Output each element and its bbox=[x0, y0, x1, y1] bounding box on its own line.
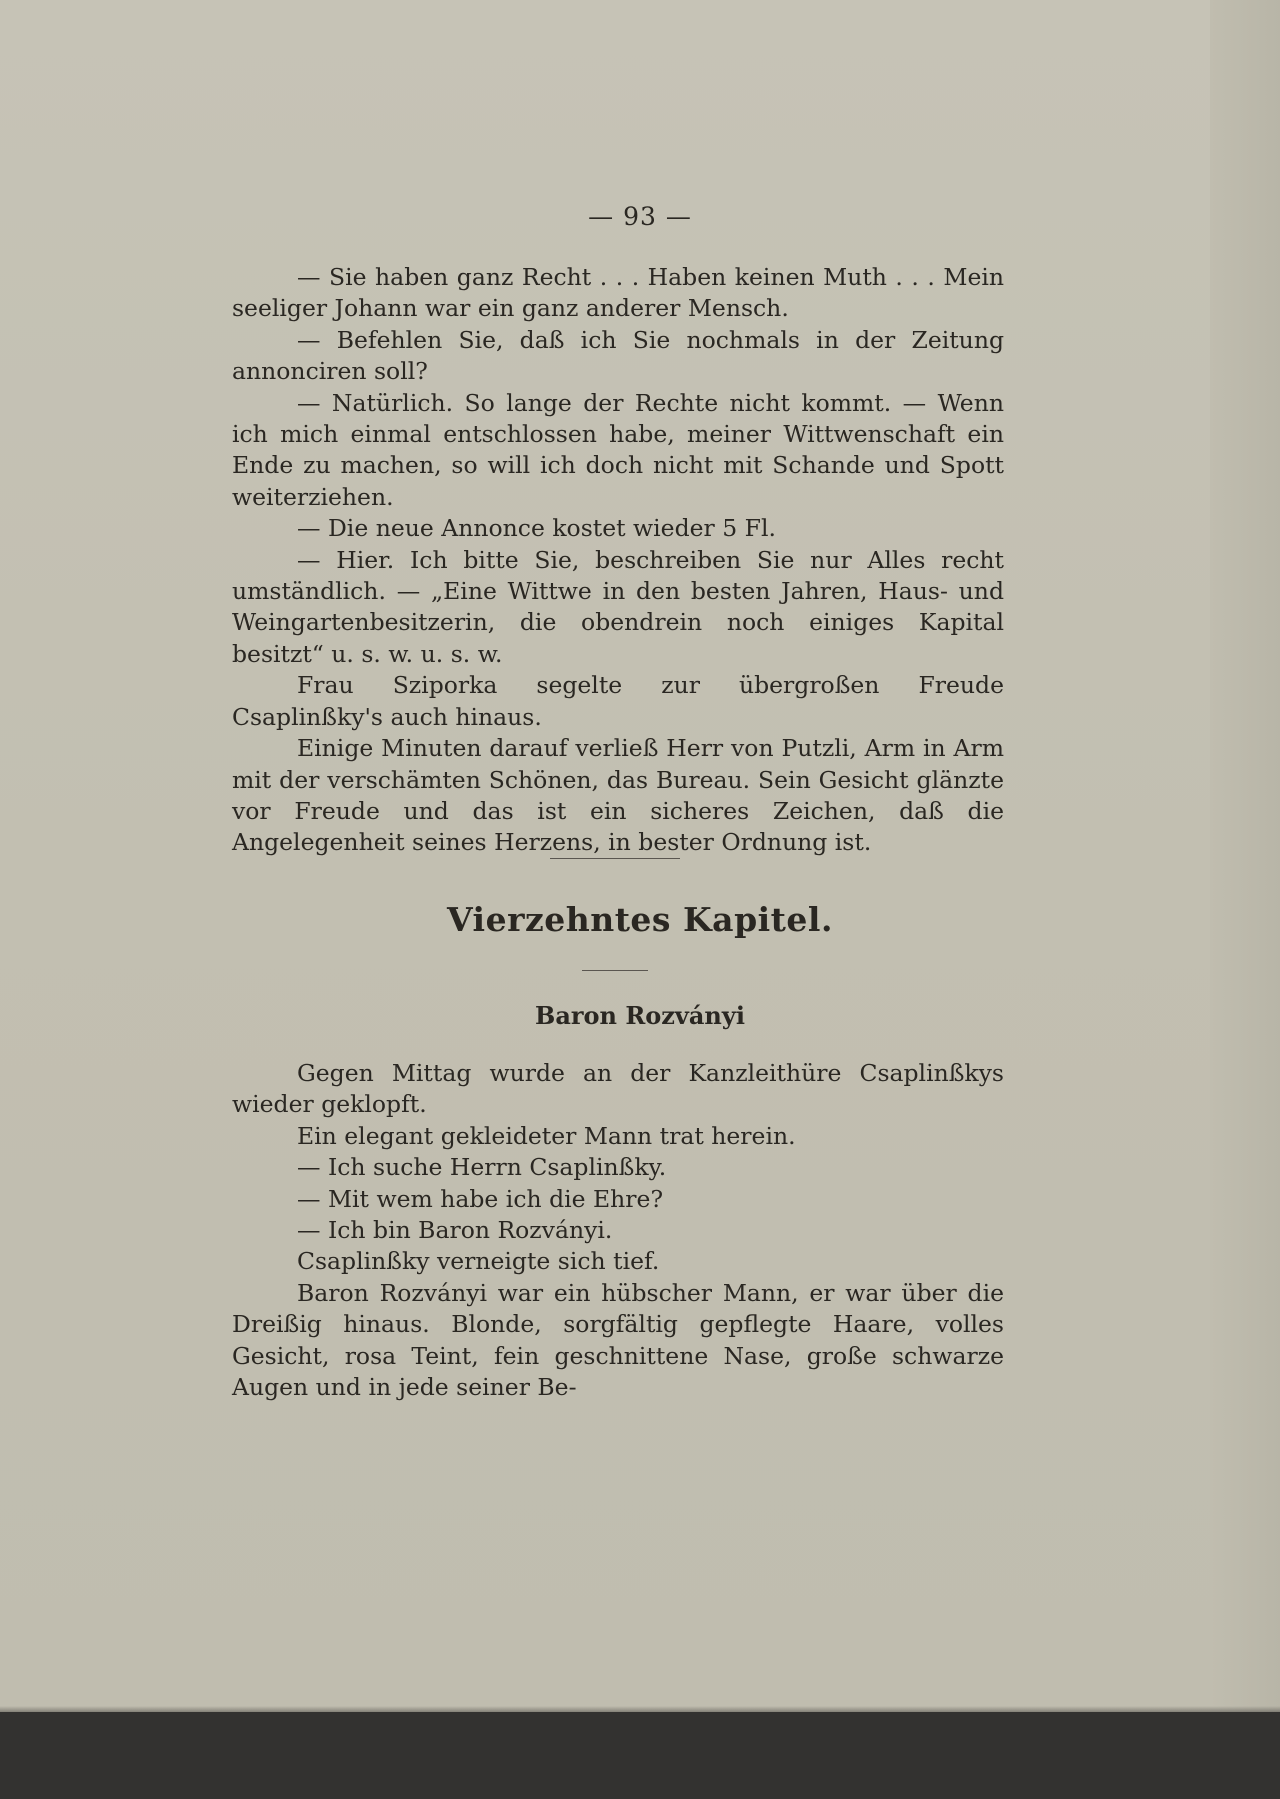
paragraph: Gegen Mittag wurde an der Kanzleithüre Csaplinßkys wieder geklopft. bbox=[232, 1059, 1004, 1119]
paragraph: — Sie haben ganz Recht . . . Haben keinen Muth . . . Mein seeliger Johann war ein ganz anderer Mensch. bbox=[232, 263, 1004, 323]
scan-background-band bbox=[0, 1712, 1280, 1799]
paragraph: — Ich suche Herrn Csaplinßky. bbox=[297, 1153, 667, 1182]
paragraph: — Mit wem habe ich die Ehre? bbox=[297, 1184, 664, 1213]
paragraph: Frau Sziporka segelte zur übergroßen Freude Csaplinßky's auch hinaus. bbox=[232, 671, 1004, 731]
paragraph: — Ich bin Baron Rozványi. bbox=[297, 1216, 613, 1245]
paragraph: — Befehlen Sie, daß ich Sie nochmals in der Zeitung annonciren soll? bbox=[232, 325, 1004, 386]
paragraph: — Hier. Ich bitte Sie, beschreiben Sie nur Alles recht umständlich. — „Eine Wittwe in den besten Jahren, Haus- und Weingartenbesitzerin, die obendrein noch einiges Kapital besitzt“ u. s. w. u. s. w. bbox=[232, 545, 1004, 668]
page-number: — 93 — bbox=[588, 202, 692, 231]
section-subtitle: Baron Rozványi bbox=[535, 1001, 745, 1030]
text-block-top bbox=[232, 262, 1004, 859]
paragraph: Csaplinßky verneigte sich tief. bbox=[297, 1247, 660, 1276]
title-divider bbox=[582, 970, 648, 971]
paragraph: Ein elegant gekleideter Mann trat herein. bbox=[297, 1121, 796, 1150]
paragraph: Baron Rozványi war ein hübscher Mann, er war über die Dreißig hinaus. Blonde, sorgfältig gepflegte Haare, volles Gesicht, rosa Teint, fein geschnittene Nase, große schwarze Augen und in jede seiner Be- bbox=[232, 1278, 1004, 1402]
paragraph: — Die neue Annonce kostet wieder 5 Fl. bbox=[297, 514, 776, 543]
paragraph: — Natürlich. So lange der Rechte nicht kommt. — Wenn ich mich einmal entschlossen habe, meiner Wittwenschaft ein Ende zu machen, so will ich doch nicht mit Schande und Spott weiterziehen. bbox=[232, 388, 1004, 511]
paragraph: Einige Minuten darauf verließ Herr von Putzli, Arm in Arm mit der verschämten Schönen, das Bureau. Sein Gesicht glänzte vor Freude und das ist ein sicheres Zeichen, daß die Angelegenheit seines Herzens, in bester Ordnung ist. bbox=[232, 734, 1004, 857]
chapter-title: Vierzehntes Kapitel. bbox=[447, 900, 833, 939]
text-block-bottom bbox=[232, 1058, 1004, 1403]
page-edge-shadow bbox=[1210, 0, 1280, 1712]
section-divider bbox=[550, 858, 680, 859]
